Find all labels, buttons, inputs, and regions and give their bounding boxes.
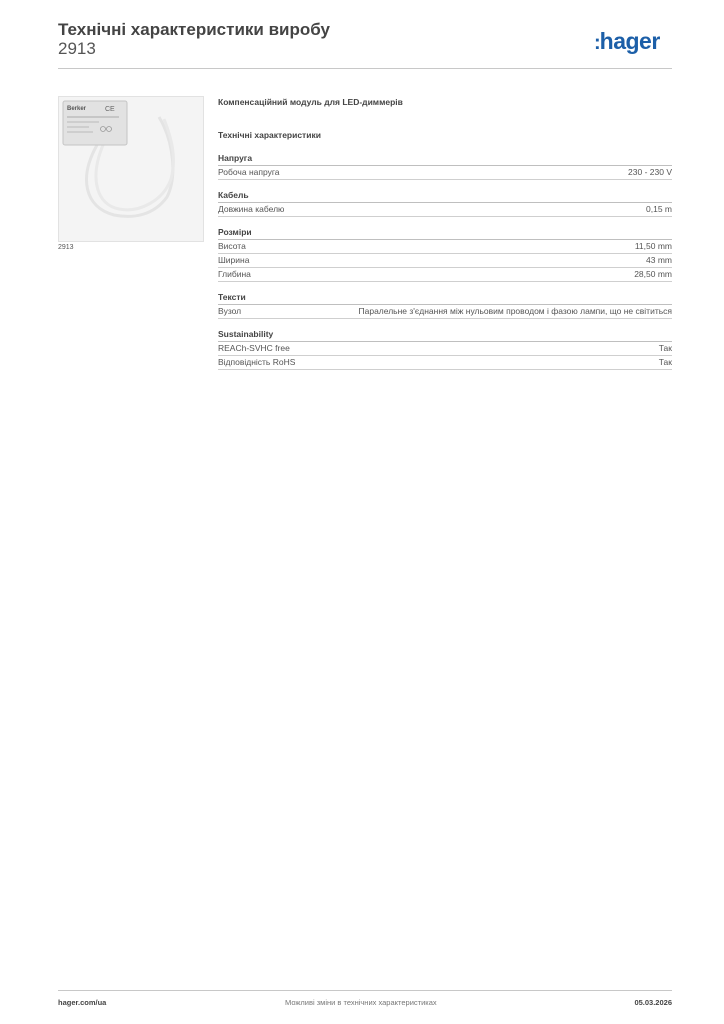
footer-divider: [58, 990, 672, 991]
spec-row: [218, 356, 672, 370]
spec-value: 11,50 mm: [634, 241, 672, 251]
logo-text: hager: [599, 28, 660, 54]
section-heading: Напруга: [218, 153, 672, 166]
spec-row: [218, 203, 672, 217]
spec-row: [218, 342, 672, 356]
section-heading: Розміри: [218, 227, 672, 240]
spec-label: Глибина: [218, 269, 251, 279]
spec-heading: Технічні характеристики: [218, 130, 321, 140]
spec-value: 0,15 m: [646, 204, 672, 214]
section-heading: Тексти: [218, 292, 672, 305]
section-voltage: [218, 153, 672, 180]
spec-value: Так: [658, 357, 672, 367]
spec-value: Паралельне з'єднання між нульовим проводом і фазою лампи, що не світиться: [358, 306, 672, 316]
spec-row: [218, 240, 672, 254]
spec-label: Висота: [218, 241, 246, 251]
spec-value: 43 mm: [646, 255, 672, 265]
hager-logo: :hager: [594, 28, 660, 54]
spec-value: Так: [658, 343, 672, 353]
spec-label: REACh-SVHC free: [218, 343, 290, 353]
footer-note: Можливі зміни в технічних характеристиках: [285, 998, 437, 1007]
spec-content: [218, 97, 672, 370]
product-name: Компенсаційний модуль для LED-диммерів: [218, 97, 403, 107]
product-image: [58, 96, 204, 242]
spec-row: [218, 166, 672, 180]
product-code: 2913: [58, 39, 96, 58]
footer-date: 05.03.2026: [634, 998, 672, 1007]
spec-label: Вузол: [218, 306, 242, 316]
spec-row: [218, 305, 672, 319]
spec-label: Робоча напруга: [218, 167, 280, 177]
spec-label: Довжина кабелю: [218, 204, 285, 214]
spec-value: 28,50 mm: [634, 269, 672, 279]
header-divider: [58, 68, 672, 69]
footer-website-link[interactable]: hager.com/ua: [58, 998, 107, 1007]
spec-value: 230 - 230 V: [628, 167, 672, 177]
section-dimensions: [218, 227, 672, 282]
image-brand-label: Berker: [67, 106, 87, 112]
section-texts: [218, 292, 672, 319]
page-header-title: Технічні характеристики виробу: [58, 20, 330, 39]
spec-label: Відповідність RoHS: [218, 357, 296, 367]
section-heading: Кабель: [218, 190, 672, 203]
section-heading: Sustainability: [218, 329, 672, 342]
section-cable: [218, 190, 672, 217]
spec-row: [218, 268, 672, 282]
svg-text:CE: CE: [105, 106, 115, 113]
image-caption: 2913: [58, 244, 74, 251]
spec-label: Ширина: [218, 255, 250, 265]
section-sustainability: [218, 329, 672, 370]
spec-row: [218, 254, 672, 268]
